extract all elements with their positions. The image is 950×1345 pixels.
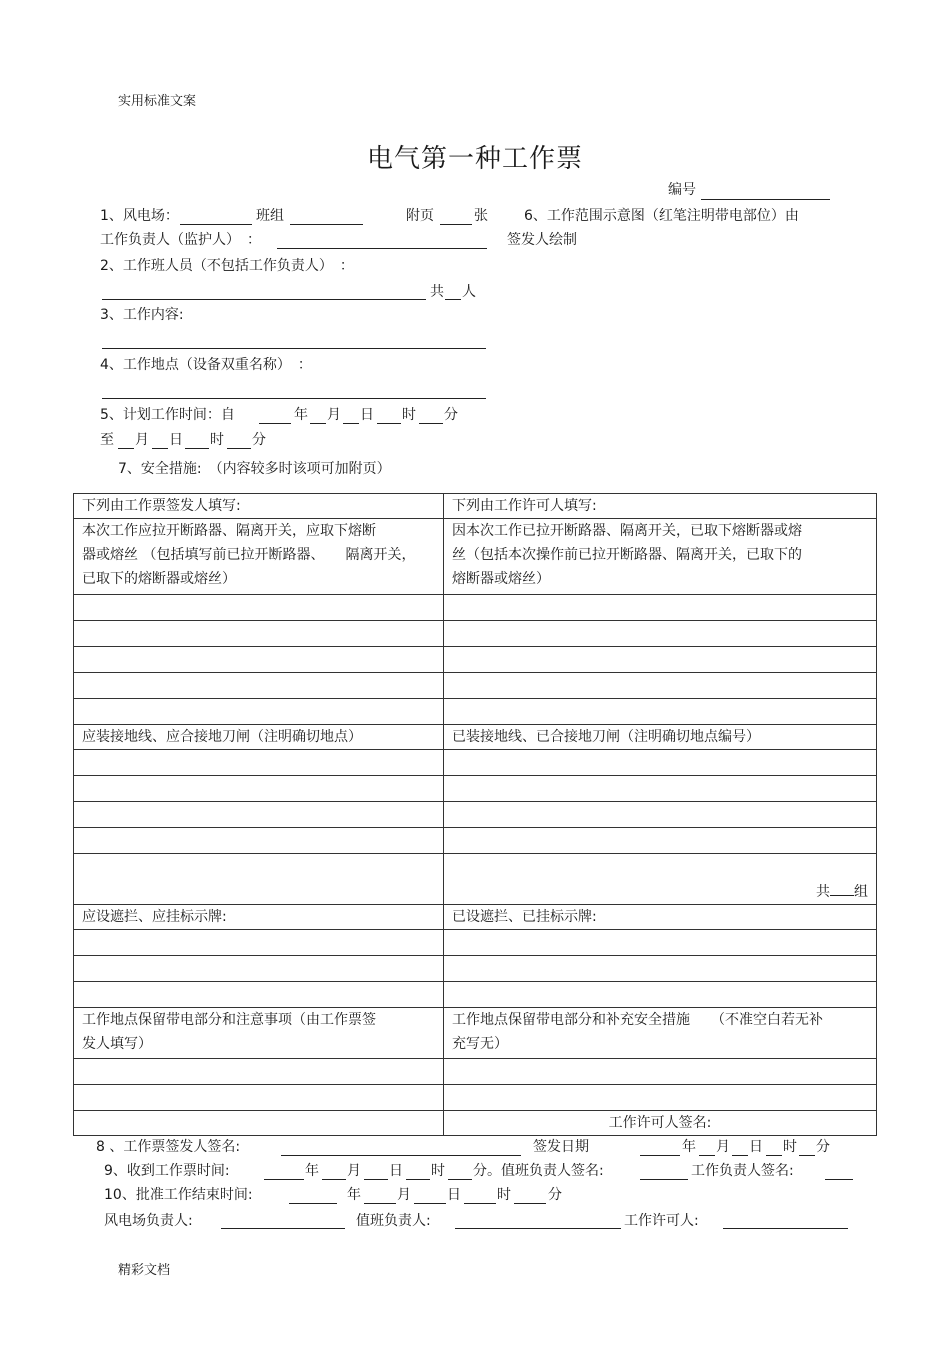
issuer-sign-field[interactable] bbox=[281, 1155, 521, 1156]
end-minute-field[interactable] bbox=[227, 448, 251, 449]
attach-label: 附页 bbox=[406, 208, 434, 224]
sheet-unit: 张 bbox=[474, 208, 488, 224]
approve-day-field[interactable] bbox=[414, 1203, 446, 1204]
blank-cell[interactable] bbox=[74, 1059, 444, 1085]
start-minute-unit: 分 bbox=[444, 407, 458, 423]
end-day-field[interactable] bbox=[152, 448, 168, 449]
work-content-label: 3、工作内容: bbox=[100, 307, 184, 323]
receive-minute-field[interactable] bbox=[448, 1179, 472, 1180]
wind-farm-label: 1、风电场： bbox=[100, 208, 179, 224]
blank-cell[interactable] bbox=[444, 621, 877, 647]
group-unit: 组 bbox=[854, 884, 868, 900]
issue-day-field[interactable] bbox=[732, 1155, 748, 1156]
end-hour-field[interactable] bbox=[185, 448, 209, 449]
blank-cell[interactable] bbox=[74, 828, 444, 854]
approve-month-field[interactable] bbox=[364, 1203, 396, 1204]
approve-year-unit: 年 bbox=[347, 1187, 361, 1203]
blank-cell[interactable] bbox=[74, 1111, 444, 1136]
start-year-unit: 年 bbox=[294, 407, 308, 423]
issue-month-field[interactable] bbox=[699, 1155, 715, 1156]
end-time-label: 至 bbox=[100, 432, 114, 448]
receive-month-field[interactable] bbox=[322, 1179, 346, 1180]
safety-measures-label: 7、安全措施: （内容较多时该项可加附页） bbox=[118, 461, 391, 477]
duty-head-field[interactable] bbox=[455, 1228, 621, 1229]
item6-continued: 签发人绘制 bbox=[507, 232, 577, 248]
group-count-field[interactable] bbox=[830, 881, 854, 896]
blank-cell[interactable] bbox=[74, 647, 444, 673]
number-label: 编号 bbox=[668, 182, 696, 198]
crew-total-label: 共 bbox=[430, 284, 444, 300]
live-right-cell bbox=[444, 1008, 877, 1059]
crew-field[interactable] bbox=[102, 299, 426, 300]
crew-count-field[interactable] bbox=[445, 299, 461, 300]
approve-end-label: 10、批准工作结束时间: bbox=[104, 1187, 253, 1203]
blank-cell[interactable] bbox=[74, 930, 444, 956]
live-left-cell bbox=[74, 1008, 444, 1059]
approve-month-unit: 月 bbox=[397, 1187, 411, 1203]
breaker-right-line: 丝（包括本次操作前已拉开断路器、隔离开关，已取下的 bbox=[452, 547, 802, 563]
blank-cell[interactable] bbox=[444, 828, 877, 854]
issue-year-unit: 年 bbox=[682, 1139, 696, 1155]
group-count-cell bbox=[444, 854, 877, 905]
blank-cell[interactable] bbox=[74, 595, 444, 621]
permit-sign-cell: 工作许可人签名: bbox=[444, 1111, 877, 1136]
ground-right-cell: 已装接地线、已合接地刀闸（注明确切地点编号） bbox=[444, 725, 877, 750]
breaker-left-line: 已取下的熔断器或熔丝） bbox=[82, 571, 236, 587]
receive-time-label: 9、收到工作票时间: bbox=[104, 1163, 230, 1179]
item6-label: 6、工作范围示意图（红笔注明带电部位）由 bbox=[524, 208, 799, 224]
live-right-line: 充写无） bbox=[452, 1036, 508, 1052]
issue-month-unit: 月 bbox=[716, 1139, 730, 1155]
planned-time-label: 5、计划工作时间：自 bbox=[100, 407, 235, 423]
start-year-field[interactable] bbox=[259, 423, 291, 424]
live-left-line: 发人填写） bbox=[82, 1036, 152, 1052]
number-field[interactable] bbox=[701, 199, 830, 200]
team-label: 班组 bbox=[256, 208, 284, 224]
blank-cell[interactable] bbox=[74, 699, 444, 725]
table-head-right: 下列由工作许可人填写: bbox=[444, 494, 877, 519]
breaker-right-line: 熔断器或熔丝） bbox=[452, 571, 550, 587]
start-minute-field[interactable] bbox=[419, 423, 443, 424]
duty-sign-field[interactable] bbox=[640, 1179, 688, 1180]
start-day-field[interactable] bbox=[343, 423, 359, 424]
permitter-label: 工作许可人: bbox=[624, 1213, 699, 1229]
work-content-field[interactable] bbox=[102, 348, 486, 349]
work-leader-field[interactable] bbox=[277, 248, 487, 249]
receive-month-unit: 月 bbox=[347, 1163, 361, 1179]
blank-cell[interactable] bbox=[444, 1085, 877, 1111]
start-day-unit: 日 bbox=[360, 407, 374, 423]
issue-minute-field[interactable] bbox=[799, 1155, 815, 1156]
end-month-field[interactable] bbox=[118, 448, 134, 449]
end-day-unit: 日 bbox=[169, 432, 183, 448]
blank-cell[interactable] bbox=[444, 776, 877, 802]
end-minute-unit: 分 bbox=[252, 432, 266, 448]
duty-head-label: 值班负责人: bbox=[356, 1213, 431, 1229]
safety-measures-table bbox=[73, 493, 877, 1136]
breaker-right-cell bbox=[444, 519, 877, 595]
farm-head-field[interactable] bbox=[221, 1228, 345, 1229]
receive-hour-field[interactable] bbox=[406, 1179, 430, 1180]
issue-year-field[interactable] bbox=[640, 1155, 680, 1156]
start-month-field[interactable] bbox=[310, 423, 326, 424]
receive-day-field[interactable] bbox=[364, 1179, 388, 1180]
work-location-field[interactable] bbox=[102, 398, 486, 399]
page-title: 电气第一种工作票 bbox=[366, 144, 583, 174]
permitter-field[interactable] bbox=[723, 1228, 848, 1229]
blank-cell[interactable] bbox=[74, 673, 444, 699]
ground-left-cell: 应装接地线、应合接地刀闸（注明确切地点） bbox=[74, 725, 444, 750]
page-footer-label: 精彩文档 bbox=[118, 1263, 171, 1278]
end-month-unit: 月 bbox=[135, 432, 149, 448]
crew-people-unit: 人 bbox=[462, 284, 476, 300]
receive-day-unit: 日 bbox=[389, 1163, 403, 1179]
fence-left-cell: 应设遮拦、应挂标示牌: bbox=[74, 905, 444, 930]
fence-right-cell: 已设遮拦、已挂标示牌: bbox=[444, 905, 877, 930]
wind-farm-field[interactable] bbox=[180, 224, 252, 225]
issue-minute-unit: 分 bbox=[816, 1139, 830, 1155]
issuer-sign-label: 8 、工作票签发人签名: bbox=[96, 1139, 241, 1155]
approve-day-unit: 日 bbox=[447, 1187, 461, 1203]
blank-cell[interactable] bbox=[444, 956, 877, 982]
approve-hour-unit: 时 bbox=[497, 1187, 511, 1203]
blank-cell[interactable] bbox=[74, 776, 444, 802]
approve-minute-field[interactable] bbox=[514, 1203, 546, 1204]
blank-cell[interactable] bbox=[444, 699, 877, 725]
attach-count-field[interactable] bbox=[440, 224, 472, 225]
blank-cell[interactable] bbox=[74, 982, 444, 1008]
breaker-left-line: 本次工作应拉开断路器、隔离开关，应取下熔断 bbox=[82, 523, 376, 539]
blank-cell[interactable] bbox=[444, 647, 877, 673]
blank-cell[interactable] bbox=[444, 802, 877, 828]
blank-cell[interactable] bbox=[74, 854, 444, 905]
blank-cell[interactable] bbox=[74, 802, 444, 828]
approve-hour-field[interactable] bbox=[464, 1203, 496, 1204]
issue-day-unit: 日 bbox=[749, 1139, 763, 1155]
blank-cell[interactable] bbox=[444, 930, 877, 956]
page-header-label: 实用标准文案 bbox=[118, 94, 197, 109]
blank-cell[interactable] bbox=[444, 982, 877, 1008]
issue-hour-unit: 时 bbox=[783, 1139, 797, 1155]
blank-cell[interactable] bbox=[74, 621, 444, 647]
leader-sign-label: 工作负责人签名: bbox=[691, 1163, 794, 1179]
end-hour-unit: 时 bbox=[210, 432, 224, 448]
work-leader-label: 工作负责人（监护人） ： bbox=[100, 232, 261, 248]
receive-minute-unit: 分。值班负责人签名: bbox=[473, 1163, 604, 1179]
breaker-left-line: 器或熔丝 （包括填写前已拉开断路器、 隔离开关， bbox=[82, 547, 416, 563]
table-head-left: 下列由工作票签发人填写: bbox=[74, 494, 444, 519]
blank-cell[interactable] bbox=[74, 956, 444, 982]
approve-year-field[interactable] bbox=[289, 1203, 337, 1204]
breaker-right-line: 因本次工作已拉开断路器、隔离开关，已取下熔断器或熔 bbox=[452, 523, 802, 539]
start-hour-unit: 时 bbox=[402, 407, 416, 423]
breaker-left-cell bbox=[74, 519, 444, 595]
live-left-line: 工作地点保留带电部分和注意事项（由工作票签 bbox=[82, 1012, 376, 1028]
crew-label: 2、工作班人员（不包括工作负责人） ： bbox=[100, 258, 354, 274]
team-field[interactable] bbox=[290, 224, 363, 225]
receive-year-unit: 年 bbox=[305, 1163, 319, 1179]
blank-cell[interactable] bbox=[444, 1059, 877, 1085]
start-month-unit: 月 bbox=[327, 407, 341, 423]
blank-cell[interactable] bbox=[74, 1085, 444, 1111]
start-hour-field[interactable] bbox=[377, 423, 401, 424]
blank-cell[interactable] bbox=[444, 595, 877, 621]
blank-cell[interactable] bbox=[444, 750, 877, 776]
group-total-label: 共 bbox=[816, 884, 830, 900]
blank-cell[interactable] bbox=[444, 673, 877, 699]
live-right-line: 工作地点保留带电部分和补充安全措施 （不准空白若无补 bbox=[452, 1012, 823, 1028]
receive-hour-unit: 时 bbox=[431, 1163, 445, 1179]
issue-hour-field[interactable] bbox=[766, 1155, 782, 1156]
leader-sign-field[interactable] bbox=[825, 1179, 853, 1180]
work-location-label: 4、工作地点（设备双重名称） ： bbox=[100, 357, 312, 373]
receive-year-field[interactable] bbox=[264, 1179, 304, 1180]
approve-minute-unit: 分 bbox=[548, 1187, 562, 1203]
farm-head-label: 风电场负责人: bbox=[104, 1213, 193, 1229]
issue-date-label: 签发日期 bbox=[533, 1139, 589, 1155]
blank-cell[interactable] bbox=[74, 750, 444, 776]
